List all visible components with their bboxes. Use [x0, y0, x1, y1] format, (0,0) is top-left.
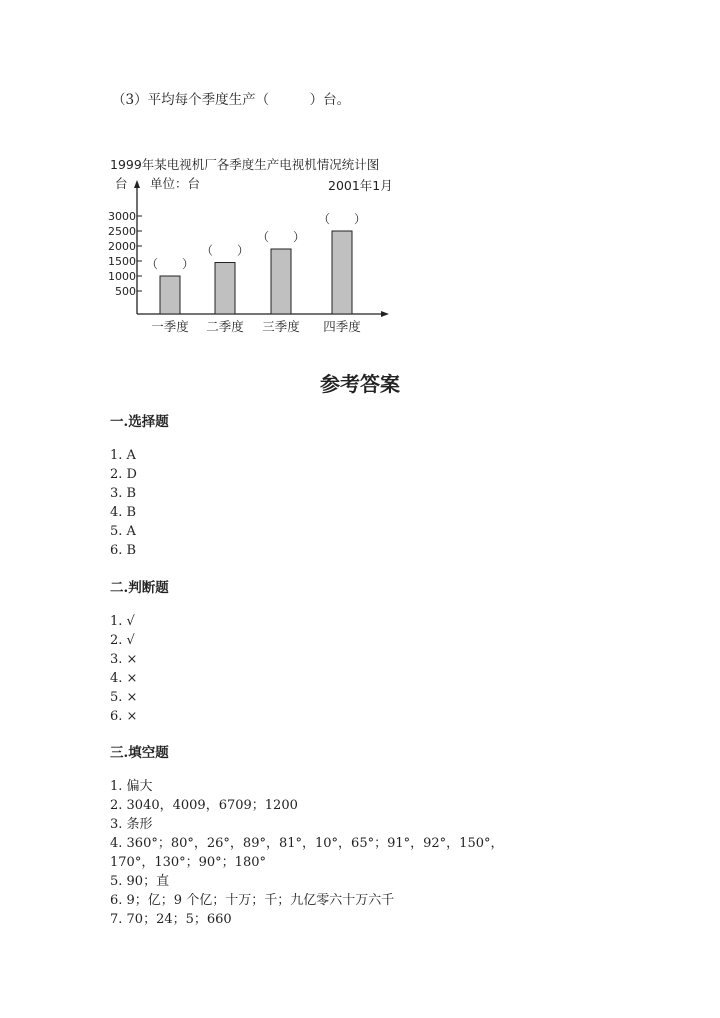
y-tick-label: 1500 [108, 255, 136, 268]
answer-title: 参考答案 [320, 372, 400, 396]
y-tick-label: 1000 [108, 270, 136, 283]
bar-chart [100, 150, 400, 340]
category-label: 一季度 [151, 319, 189, 334]
unit-label: 单位：台 [150, 176, 201, 191]
question-3: （3）平均每个季度生产（ ）台。 [112, 92, 351, 108]
answer-item: 1. √ [110, 614, 135, 629]
section-heading: 二.判断题 [110, 580, 169, 596]
date-label: 2001年1月 [328, 178, 393, 193]
answer-item: 5. 90；直 [110, 874, 170, 889]
answer-item: 6. B [110, 543, 137, 558]
answer-item: 7. 70；24；5；660 [110, 912, 232, 927]
answer-item: 170°，130°；90°；180° [110, 855, 266, 870]
answer-item: 4. 360°；80°，26°，89°，81°，10°，65°；91°，92°，150°， [110, 836, 504, 851]
answer-item: 4. B [110, 505, 137, 520]
data-label: （ ） [145, 257, 195, 271]
answer-item: 1. 偏大 [110, 779, 153, 794]
answer-item: 5. × [110, 690, 138, 705]
section-heading: 三.填空题 [110, 745, 169, 761]
x-axis-arrow-icon [381, 311, 389, 317]
answer-item: 6. × [110, 709, 138, 724]
y-axis-arrow-icon [134, 180, 140, 188]
y-tick-label: 2500 [108, 225, 136, 238]
answer-item: 3. B [110, 486, 137, 501]
bar-1 [160, 276, 180, 314]
answer-item: 4. × [110, 671, 138, 686]
y-tick-label: 2000 [108, 240, 136, 253]
answer-item: 1. A [110, 448, 136, 463]
bar-2 [215, 263, 235, 315]
y-tick-label: 3000 [108, 210, 136, 223]
answer-item: 6. 9；亿；9 个亿；十万；千；九亿零六十万六千 [110, 893, 395, 908]
answer-item: 2. 3040，4009，6709；1200 [110, 798, 298, 813]
category-label: 四季度 [323, 319, 361, 334]
answer-item: 3. 条形 [110, 817, 153, 832]
y-tick-label: 500 [115, 285, 136, 298]
y-axis-label: 台 [115, 176, 128, 191]
section-heading: 一.选择题 [110, 414, 169, 430]
category-label: 三季度 [262, 319, 300, 334]
data-label: （ ） [200, 243, 250, 258]
category-label: 二季度 [206, 319, 244, 334]
answer-item: 3. × [110, 652, 138, 667]
data-label: （ ） [317, 212, 367, 226]
bar-3 [271, 249, 291, 314]
data-label: （ ） [256, 230, 306, 244]
chart-title: 1999年某电视机厂各季度生产电视机情况统计图 [110, 157, 380, 172]
bar-4 [332, 231, 352, 314]
answer-item: 2. D [110, 467, 137, 482]
answer-item: 2. √ [110, 633, 135, 648]
answer-item: 5. A [110, 524, 136, 539]
